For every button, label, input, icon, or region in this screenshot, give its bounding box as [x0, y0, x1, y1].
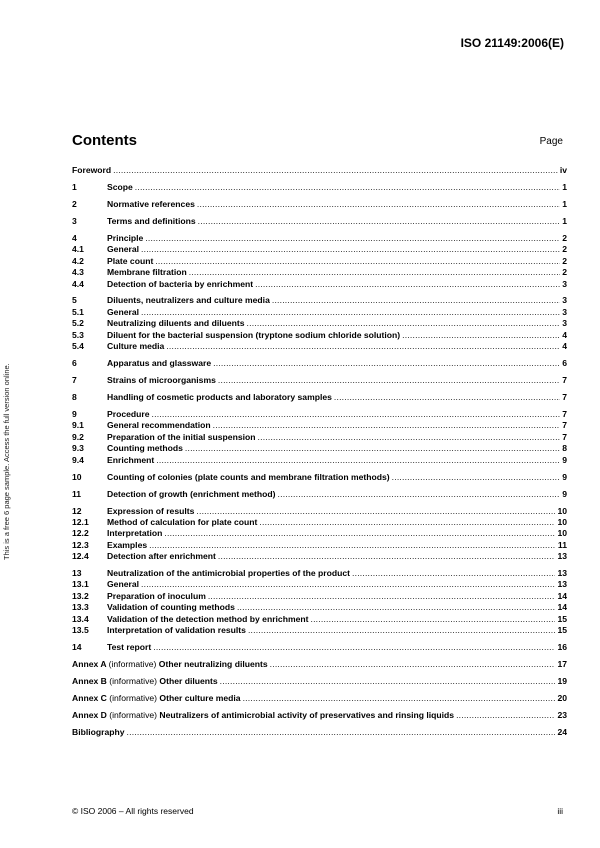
dot-leader	[218, 551, 556, 562]
toc-entry[interactable]	[72, 295, 567, 306]
toc-entry-title-text: Neutralization of the antimicrobial properties of the product	[107, 568, 351, 579]
toc-entry-page: 1	[562, 198, 567, 209]
toc-entry-number: 9.3	[72, 443, 84, 454]
toc-entry-title-text: Annex C	[72, 692, 107, 703]
toc-entry[interactable]	[72, 341, 567, 352]
toc-entry-title	[107, 392, 332, 403]
toc-entry-page: 1	[562, 181, 567, 192]
toc-entry-page: 9	[562, 454, 567, 465]
toc-entry-title	[107, 295, 270, 306]
toc-entry-title	[107, 517, 257, 528]
toc-entry-title-text: Principle	[107, 232, 144, 243]
toc-entry[interactable]	[72, 392, 567, 403]
toc-entry-number: 4.1	[72, 244, 84, 255]
toc-entry-title	[72, 727, 125, 738]
toc-entry[interactable]	[72, 420, 567, 431]
toc-entry-page: 3	[562, 295, 567, 306]
toc-entry-title	[107, 409, 150, 420]
toc-entry[interactable]	[72, 528, 567, 539]
toc-entry-number: 5.2	[72, 318, 84, 329]
toc-entry-title-text: Annex A	[72, 658, 107, 669]
table-of-contents	[72, 165, 567, 738]
toc-entry[interactable]	[72, 375, 567, 386]
toc-entry-number: 13.5	[72, 625, 89, 635]
toc-entry-page: 14	[557, 602, 567, 613]
toc-entry-number: 9.1	[72, 420, 84, 431]
page-number: iii	[557, 806, 563, 816]
toc-entry-title	[107, 420, 211, 431]
toc-entry-title-text: Diluents, neutralizers and culture media	[107, 295, 270, 306]
toc-entry-title	[107, 318, 245, 329]
toc-entry-number: 14	[72, 641, 82, 652]
toc-entry-page: 2	[562, 232, 567, 243]
toc-entry-number: 5.3	[72, 329, 84, 340]
toc-entry[interactable]	[72, 443, 567, 454]
toc-entry[interactable]	[72, 330, 567, 341]
dot-leader	[166, 341, 560, 352]
dot-leader	[197, 199, 560, 210]
toc-entry[interactable]	[72, 358, 567, 369]
toc-entry[interactable]	[72, 279, 567, 290]
toc-entry-title	[107, 216, 196, 227]
toc-entry-page: 3	[562, 318, 567, 329]
copyright-footer: © ISO 2006 – All rights reserved	[72, 806, 194, 816]
toc-entry[interactable]	[72, 267, 567, 278]
dot-leader	[153, 642, 555, 653]
toc-entry[interactable]	[72, 727, 567, 738]
toc-entry[interactable]	[72, 517, 567, 528]
toc-entry[interactable]	[72, 307, 567, 318]
toc-entry-number: 12.1	[72, 516, 89, 527]
dot-leader	[213, 358, 560, 369]
dot-leader	[141, 244, 560, 255]
dot-leader	[218, 375, 560, 386]
toc-entry-page: 19	[557, 675, 567, 686]
toc-entry-title	[107, 182, 133, 193]
contents-title: Contents	[72, 132, 137, 149]
dot-leader	[456, 710, 555, 721]
toc-entry-title-text: Counting methods	[107, 443, 183, 454]
toc-entry-title	[107, 625, 246, 636]
toc-entry-number: 13	[72, 568, 82, 579]
dot-leader	[258, 432, 561, 443]
toc-entry-page: 7	[562, 420, 567, 431]
toc-entry-title	[107, 489, 276, 500]
dot-leader	[141, 579, 555, 590]
dot-leader	[248, 625, 555, 636]
page-column-label: Page	[539, 136, 563, 147]
toc-entry-number: 13.1	[72, 579, 89, 590]
toc-entry-number: 12.2	[72, 528, 89, 539]
dot-leader	[402, 330, 560, 341]
toc-entry-number: 7	[72, 375, 77, 386]
toc-entry-title-text: Preparation of the initial suspension	[107, 431, 256, 442]
toc-entry-page: 9	[562, 488, 567, 499]
dot-leader	[135, 182, 560, 193]
toc-entry-title-text: Handling of cosmetic products and laboratory samples	[107, 392, 332, 402]
toc-entry-page: 1	[562, 215, 567, 226]
toc-entry[interactable]	[72, 693, 567, 704]
toc-entry-page: 15	[557, 613, 567, 624]
toc-entry[interactable]	[72, 432, 567, 443]
toc-entry-page: 10	[557, 528, 567, 539]
toc-entry-number: 3	[72, 215, 77, 226]
toc-entry-title-text: Method of calculation for plate count	[107, 516, 258, 527]
dot-leader	[155, 256, 560, 267]
toc-entry-page: 8	[562, 443, 567, 454]
toc-entry-title	[107, 256, 153, 267]
toc-entry-title-text: Detection after enrichment	[107, 551, 216, 562]
toc-entry[interactable]	[72, 579, 567, 590]
dot-leader	[145, 233, 560, 244]
toc-entry-page: 23	[557, 709, 567, 720]
toc-entry-title	[107, 358, 211, 369]
toc-entry-number: 6	[72, 358, 77, 369]
toc-entry[interactable]	[72, 642, 567, 653]
annex-informative-note: (informative)	[109, 675, 158, 686]
annex-title: Other diluents	[159, 675, 218, 686]
toc-entry-number: 11	[72, 488, 82, 499]
toc-entry-page: 17	[557, 658, 567, 669]
dot-leader	[164, 528, 555, 539]
toc-entry-title-text: Detection of growth (enrichment method)	[107, 488, 276, 499]
toc-entry[interactable]	[72, 551, 567, 562]
toc-entry[interactable]	[72, 489, 567, 500]
toc-entry-title	[107, 579, 139, 590]
toc-entry-page: 6	[562, 358, 567, 369]
toc-entry-page: 11	[557, 539, 567, 550]
toc-entry[interactable]	[72, 318, 567, 329]
toc-entry-title	[107, 267, 187, 278]
toc-entry-number: 12	[72, 505, 82, 516]
toc-entry-title-text: Expression of results	[107, 505, 195, 516]
dot-leader	[189, 267, 560, 278]
toc-entry-title	[107, 472, 390, 483]
toc-entry-page: 7	[562, 408, 567, 419]
toc-entry[interactable]	[72, 216, 567, 227]
toc-entry-number: 9.2	[72, 431, 84, 442]
toc-entry-title	[107, 341, 164, 352]
toc-entry-page: 10	[557, 505, 567, 516]
annex-informative-note: (informative)	[108, 658, 157, 669]
sample-side-note: This is a free 6 page sample. Access the full version online.	[2, 363, 11, 560]
dot-leader	[237, 602, 555, 613]
toc-entry-title	[107, 443, 183, 454]
dot-leader	[311, 614, 556, 625]
toc-entry[interactable]	[72, 182, 567, 193]
toc-entry-page: 4	[562, 341, 567, 352]
toc-entry-title	[107, 432, 256, 443]
toc-entry-page: 9	[562, 471, 567, 482]
toc-entry-title-text: Annex D	[72, 709, 107, 720]
toc-entry-number: 4.3	[72, 267, 84, 278]
toc-entry-title	[107, 591, 206, 602]
dot-leader	[278, 489, 561, 500]
toc-entry-page: 3	[562, 278, 567, 289]
toc-entry-title-text: Normative references	[107, 198, 195, 209]
toc-entry-page: 7	[562, 375, 567, 386]
toc-entry-title	[107, 199, 195, 210]
toc-entry[interactable]	[72, 625, 567, 636]
dot-leader	[213, 420, 561, 431]
dot-leader	[243, 693, 556, 704]
toc-entry[interactable]	[72, 710, 567, 721]
document-id: ISO 21149:2006(E)	[460, 36, 564, 50]
dot-leader	[247, 318, 561, 329]
toc-entry-title	[107, 528, 162, 539]
toc-entry-title-text: General recommendation	[107, 420, 211, 431]
toc-entry-title-text: Validation of counting methods	[107, 602, 235, 613]
dot-leader	[272, 295, 560, 306]
toc-entry-title	[107, 568, 350, 579]
dot-leader	[220, 676, 556, 687]
toc-entry-page: 13	[557, 579, 567, 590]
toc-entry-page: 2	[562, 244, 567, 255]
toc-entry[interactable]	[72, 455, 567, 466]
toc-entry-title	[107, 244, 139, 255]
toc-entry-title-text: Scope	[107, 181, 133, 192]
toc-entry-page: 20	[557, 692, 567, 703]
toc-entry-number: 5	[72, 295, 77, 306]
toc-entry-page: 16	[557, 641, 567, 652]
dot-leader	[149, 540, 556, 551]
toc-entry-title	[107, 307, 139, 318]
toc-entry-title-text: Detection of bacteria by enrichment	[107, 278, 254, 289]
toc-entry-number: 2	[72, 198, 77, 209]
toc-entry-title	[107, 506, 194, 517]
toc-entry[interactable]	[72, 602, 567, 613]
toc-entry-title	[107, 455, 154, 466]
toc-entry-title-text: Counting of colonies (plate counts and membrane filtration methods)	[107, 471, 390, 482]
toc-entry-title-text: Enrichment	[107, 454, 155, 465]
toc-entry-number: 13.3	[72, 602, 89, 613]
toc-entry[interactable]	[72, 568, 567, 579]
toc-entry-title-text: Preparation of inoculum	[107, 590, 206, 601]
annex-informative-note: (informative)	[109, 709, 158, 720]
annex-title: Neutralizers of antimicrobial activity of preservatives and rinsing liquids	[159, 709, 455, 720]
toc-entry-title-text: Examples	[107, 539, 148, 550]
toc-entry-title-text: Annex B	[72, 675, 107, 686]
toc-entry-title	[107, 642, 151, 653]
toc-entry[interactable]	[72, 199, 567, 210]
toc-entry-title	[72, 710, 454, 721]
toc-entry-title-text: Strains of microorganisms	[107, 375, 216, 386]
toc-entry-title	[107, 614, 309, 625]
toc-entry-page: 15	[557, 625, 567, 635]
toc-entry-number: 5.4	[72, 341, 84, 352]
toc-entry-title	[107, 330, 400, 341]
toc-entry-title-text: Validation of the detection method by enrichment	[107, 613, 309, 624]
toc-entry-page: 10	[557, 516, 567, 527]
toc-entry-title	[72, 659, 268, 670]
toc-entry-title	[107, 602, 235, 613]
toc-entry-number: 13.2	[72, 590, 89, 601]
toc-entry-number: 8	[72, 392, 77, 402]
toc-entry-title	[107, 233, 143, 244]
toc-entry-page: iv	[559, 165, 567, 175]
toc-entry-number: 13.4	[72, 613, 89, 624]
toc-entry-page: 2	[562, 255, 567, 266]
toc-entry-page: 4	[562, 329, 567, 340]
toc-entry[interactable]	[72, 614, 567, 625]
toc-entry-title	[107, 375, 216, 386]
toc-entry-title-text: Diluent for the bacterial suspension (tryptone sodium chloride solution)	[107, 329, 401, 340]
annex-informative-note: (informative)	[109, 692, 158, 703]
toc-entry-number: 5.1	[72, 306, 84, 317]
toc-entry-number: 4	[72, 232, 77, 243]
dot-leader	[334, 392, 560, 403]
dot-leader	[208, 591, 556, 602]
toc-entry-page: 24	[557, 726, 567, 737]
toc-entry[interactable]	[72, 676, 567, 687]
toc-entry-number: 12.4	[72, 551, 89, 562]
toc-entry-number: 9	[72, 408, 77, 419]
toc-entry[interactable]	[72, 244, 567, 255]
annex-title: Other neutralizing diluents	[158, 658, 268, 669]
toc-entry-number: 10	[72, 471, 82, 482]
toc-entry-title	[72, 165, 111, 176]
dot-leader	[255, 279, 560, 290]
dot-leader	[259, 517, 555, 528]
dot-leader	[113, 165, 558, 176]
toc-entry-number: 4.2	[72, 255, 84, 266]
dot-leader	[352, 568, 555, 579]
toc-entry-page: 3	[562, 306, 567, 317]
toc-entry[interactable]	[72, 409, 567, 420]
toc-entry-number: 1	[72, 181, 77, 192]
toc-entry-page: 2	[562, 267, 567, 278]
toc-entry-title-text: Culture media	[107, 341, 165, 352]
dot-leader	[198, 216, 561, 227]
annex-title: Other culture media	[159, 692, 241, 703]
toc-entry-title	[107, 279, 253, 290]
dot-leader	[392, 472, 561, 483]
toc-entry-title-text: Foreword	[72, 165, 112, 175]
toc-entry-title-text: Apparatus and glassware	[107, 358, 212, 369]
toc-entry-title	[72, 693, 241, 704]
toc-entry-title-text: Neutralizing diluents and diluents	[107, 318, 245, 329]
dot-leader	[270, 659, 556, 670]
toc-entry-title-text: Interpretation	[107, 528, 163, 539]
toc-entry-page: 7	[562, 392, 567, 402]
toc-entry-page: 14	[557, 590, 567, 601]
toc-entry-number: 4.4	[72, 278, 84, 289]
toc-entry-title-text: Interpretation of validation results	[107, 625, 246, 635]
toc-entry-title-text: Terms and definitions	[107, 215, 196, 226]
toc-entry[interactable]	[72, 256, 567, 267]
toc-entry-page: 7	[562, 431, 567, 442]
dot-leader	[141, 307, 560, 318]
toc-entry[interactable]	[72, 165, 567, 176]
toc-entry[interactable]	[72, 506, 567, 517]
toc-entry[interactable]	[72, 540, 567, 551]
toc-entry-page: 13	[557, 568, 567, 579]
toc-entry-number: 12.3	[72, 539, 89, 550]
toc-entry-title	[72, 676, 218, 687]
toc-entry-title-text: Test report	[107, 641, 152, 652]
toc-entry-title-text: Membrane filtration	[107, 267, 187, 278]
toc-entry[interactable]	[72, 659, 567, 670]
dot-leader	[156, 455, 560, 466]
toc-entry-title	[107, 551, 216, 562]
toc-entry-page: 13	[557, 551, 567, 562]
toc-entry[interactable]	[72, 591, 567, 602]
toc-entry-title-text: General	[107, 306, 140, 317]
toc-entry[interactable]	[72, 233, 567, 244]
dot-leader	[152, 409, 561, 420]
toc-entry-title	[107, 540, 147, 551]
toc-entry-title-text: Bibliography	[72, 726, 125, 737]
toc-entry-number: 9.4	[72, 454, 84, 465]
toc-entry-title-text: General	[107, 579, 140, 590]
dot-leader	[196, 506, 555, 517]
dot-leader	[127, 727, 556, 738]
toc-entry-title-text: Procedure	[107, 408, 150, 419]
dot-leader	[185, 443, 560, 454]
toc-entry-title-text: Plate count	[107, 255, 154, 266]
toc-entry[interactable]	[72, 472, 567, 483]
toc-entry-title-text: General	[107, 244, 140, 255]
